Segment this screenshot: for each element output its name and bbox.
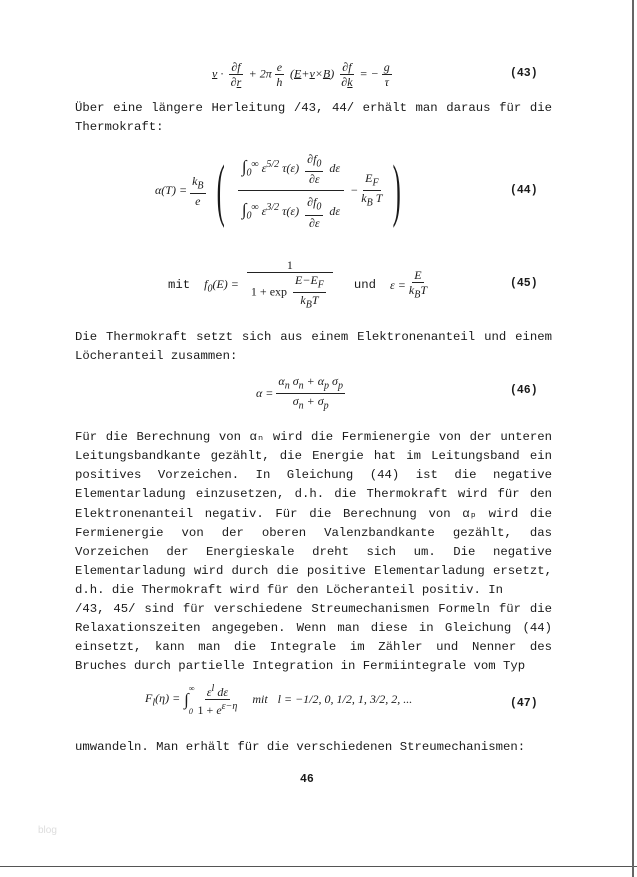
text-line: einsetzt, kann man die Integrale im Zähler und Nenner des [75,640,552,654]
equation-number-43: (43) [510,67,538,80]
l-values: l = −1/2, 0, 1/2, 1, 3/2, 2, ... [277,692,413,706]
text-line: Fermienergie von der oberen Valenzbandkante gezählt, das [75,526,552,540]
text-line: Elektronenanteil negativ. Für die Berechnung von αₚ wird die [75,507,552,521]
text-line: Relaxationszeiten angegeben. Wenn man diese in Gleichung (44) [75,621,552,635]
watermark: blog [38,825,57,836]
equation-number-45: (45) [510,277,538,290]
text-line: umwandeln. Man erhält für die verschiedenen Streumechanismen: [75,740,526,754]
scan-edge-bottom [0,866,637,867]
equation-43: v · $\frac{\partial f}{\partial r}$ + 2π $\frac{e}{h}$ (E+v×B) $\frac{\partial f}{\partial k}$ = − $\frac{g}{\tau}$ [212,60,390,89]
equation-44: α(T) = $\frac{k_B}{e}$ ( $\int_0^\infty$ $\varepsilon^{5/2}$ τ(ε) $\frac{\partial f_0}{\partial\varepsilon}$ dε $\int_0^\infty$ $\varepsilon^{3/2}$ τ(ε) $\frac{\partial f_0}{\partial\varepsilon}$ dε − $\frac{E_F}{k_B T}$ ) [155,148,409,234]
text-line: Für die Berechnung von αₙ wird die Fermienergie von der unteren [75,430,552,444]
page-number: 46 [300,773,314,786]
text-line: /43, 45/ sind für verschiedene Streumechanismen Formeln für die [75,602,552,616]
text-line: Vorzeichen der Energieskale dreht sich um. Die negative [75,545,552,559]
equation-47: $F_l(\eta)$ = ∫ ∞ 0 $\frac{\varepsilon^l d\varepsilon}{1 + e^{\varepsilon-\eta}}$ mit l = −1/2, 0, 1/2, 1, 3/2, 2, ... [145,683,413,717]
equation-number-44: (44) [510,184,538,197]
equation-number-47: (47) [510,697,538,710]
text-line: positives Vorzeichen. In Gleichung (44) ist die negative [75,468,552,482]
equation-46: α = $\frac{\alpha_n \sigma_n + \alpha_p \sigma_p}{\sigma_n + \sigma_p}$ [256,374,343,412]
mit-label: mit [168,278,191,293]
text-line: Elementarladung wird durch die positive Elementarladung ersetzt, [75,564,552,578]
text-line: Löcheranteil zusammen: [75,349,238,363]
equation-number-46: (46) [510,384,538,397]
scan-edge-right [632,0,634,877]
equation-45: mit $f_0(E)$ = 1 1 + exp $\frac{E-E_F}{k_BT}$ und ε = $\frac{E}{k_BT}$ [168,258,427,311]
text-line: Über eine längere Herleitung /43, 44/ erhält man daraus für die [75,101,552,115]
text-line: Bruches durch partielle Integration in Fermiintegrale vom Typ [75,659,526,673]
text-line: Elementarladung einzusetzen, d.h. die Thermokraft wird für den [75,487,552,501]
text-line: Die Thermokraft setzt sich aus einem Elektronenanteil und einem [75,330,552,344]
mit-label-47: mit [252,692,268,706]
und-label: und [353,278,377,293]
text-line: Thermokraft: [75,120,164,134]
text-line: Leitungsbandkante gezählt, die Energie hat im Leitungsband ein [75,449,552,463]
text-line: d.h. die Thermokraft wird für den Löcheranteil positiv. In [75,583,504,597]
